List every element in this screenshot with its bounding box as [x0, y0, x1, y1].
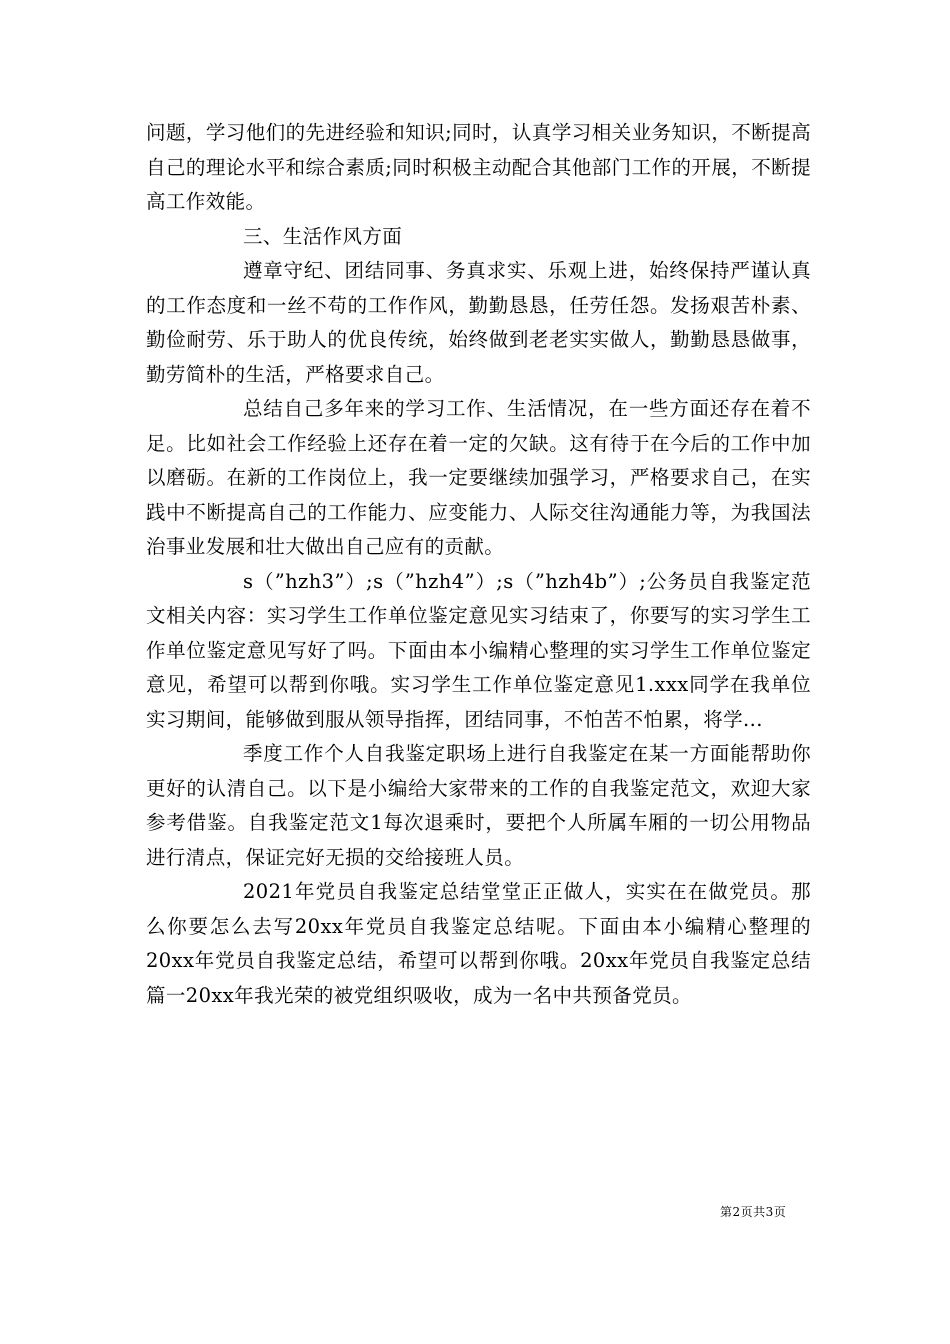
page-number-footer: 第2页共3页 — [720, 1205, 787, 1219]
paragraph-related-1: s（”hzh3”）;s（”hzh4”）;s（”hzh4b”）;公务员自我鉴定范文相关内容：实习学生工作单位鉴定意见实习结束了，你要写的实习学生工作单位鉴定意见写好了吗。下面由本小编精心整理的实习学生工作单位鉴定意见，希望可以帮到你哦。实习学生工作单位鉴定意见1.xxx同学在我单位实习期间，能够做到服从领导指挥，团结同事，不怕苦不怕累，将学... — [146, 569, 811, 731]
section-heading-lifestyle: 三、生活作风方面 — [243, 224, 403, 248]
document-body — [146, 116, 811, 1013]
paragraph-summary: 总结自己多年来的学习工作、生活情况，在一些方面还存在着不足。比如社会工作经验上还存在着一定的欠缺。这有待于在今后的工作中加以磨砺。在新的工作岗位上，我一定要继续加强学习，严格要求自己，在实践中不断提高自己的工作能力、应变能力、人际交往沟通能力等，为我国法治事业发展和壮大做出自己应有的贡献。 — [146, 397, 811, 558]
paragraph-continuation: 问题，学习他们的先进经验和知识;同时，认真学习相关业务知识，不断提高自己的理论水平和综合素质;同时积极主动配合其他部门工作的开展，不断提高工作效能。 — [146, 121, 811, 213]
paragraph-related-2: 季度工作个人自我鉴定职场上进行自我鉴定在某一方面能帮助你更好的认清自己。以下是小编给大家带来的工作的自我鉴定范文，欢迎大家参考借鉴。自我鉴定范文1每次退乘时，要把个人所属车厢的一切公用物品进行清点，保证完好无损的交给接班人员。 — [146, 742, 811, 869]
paragraph-related-3: 2021年党员自我鉴定总结堂堂正正做人，实实在在做党员。那么你要怎么去写20xx年党员自我鉴定总结呢。下面由本小编精心整理的20xx年党员自我鉴定总结，希望可以帮到你哦。20xx年党员自我鉴定总结篇一20xx年我光荣的被党组织吸收，成为一名中共预备党员。 — [146, 880, 811, 1007]
paragraph-lifestyle: 遵章守纪、团结同事、务真求实、乐观上进，始终保持严谨认真的工作态度和一丝不苟的工作作风，勤勤恳恳，任劳任怨。发扬艰苦朴素、勤俭耐劳、乐于助人的优良传统，始终做到老老实实做人，勤勤恳恳做事，勤劳简朴的生活，严格要求自己。 — [146, 259, 811, 386]
